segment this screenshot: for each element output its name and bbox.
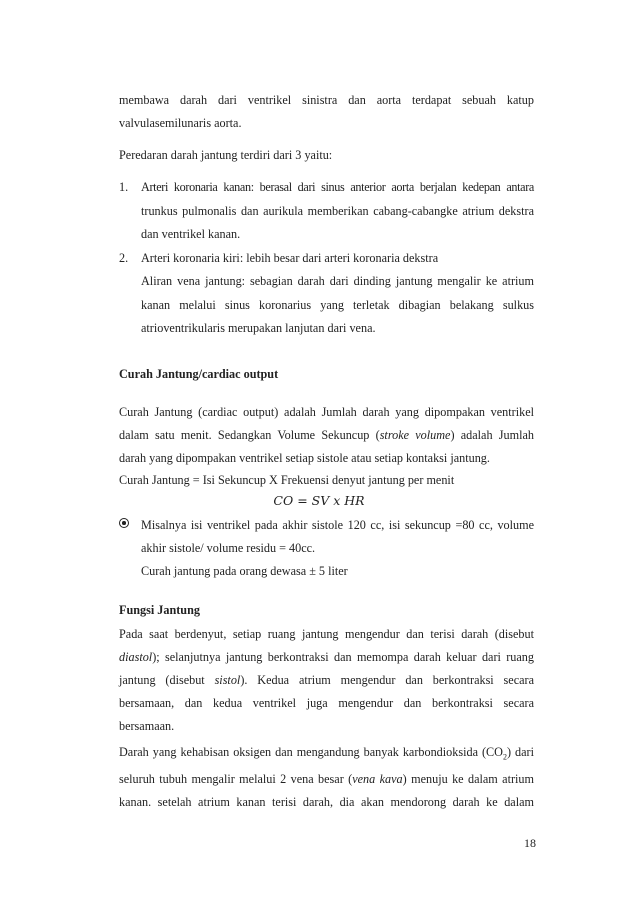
text-line: diastol); selanjutnya jantung berkontraksi dan memompa darah keluar dari ruang [119, 650, 534, 664]
text-line: Curah Jantung (cardiac output) adalah Jumlah darah yang dipompakan ventrikel [119, 405, 534, 419]
text-line: darah yang dipompakan ventrikel setiap sistole atau setiap kontaksi jantung. [119, 451, 490, 465]
text-line: Misalnya isi ventrikel pada akhir sistole 120 cc, isi sekuncup =80 cc, volume [141, 518, 534, 532]
list-number: 2. [119, 250, 129, 265]
paragraph-fungsi-jantung [119, 623, 534, 738]
text-line: Peredaran darah jantung terdiri dari 3 yaitu: [119, 148, 333, 162]
formula: CO = SV x HR [273, 493, 365, 508]
text-line: seluruh tubuh mengalir melalui 2 vena besar (vena kava) menuju ke dalam atrium [119, 772, 534, 787]
list-number: 1. [119, 180, 129, 194]
text-line: valvulasemilunaris aorta. [119, 116, 242, 130]
numbered-list [119, 176, 534, 341]
bullet-item [119, 514, 534, 583]
text-line: Arteri koronaria kiri: lebih besar dari arteri koronaria dekstra [141, 250, 439, 265]
text-line: kanan melalui sinus koronarius yang terletak dibagian belakang sulkus [141, 297, 534, 312]
text-line: Aliran vena jantung: sebagian darah dari dinding jantung mengalir ke atrium [141, 274, 534, 288]
section-heading: Fungsi Jantung [119, 603, 200, 617]
text-line: Darah yang kehabisan oksigen dan mengandung banyak karbondioksida $(CO_2)$ dari [119, 745, 534, 762]
text-line: bersamaan. [119, 719, 175, 733]
list-item [119, 247, 534, 341]
text-line: akhir sistole/ volume residu = 40cc. [141, 541, 316, 555]
list-item [119, 176, 534, 247]
paragraph-curah-jantung [119, 401, 534, 491]
text-line: dalam satu menit. Sedangkan Volume Sekuncup (stroke volume) adalah Jumlah [119, 428, 534, 442]
text-line: Arteri koronaria kanan: berasal dari sinus anterior aorta berjalan kedepan antara [141, 180, 534, 194]
text-line: bersamaan, dan kedua ventrikel juga mengendur dan berkontraksi secara [119, 696, 534, 710]
section-heading: Curah Jantung/cardiac output [119, 367, 279, 381]
text-line: trunkus pulmonalis dan aurikula memberikan cabang-cabangke atrium dekstra [141, 203, 534, 218]
text-line: dan ventrikel kanan. [141, 227, 241, 241]
circle-bullet-icon [119, 518, 129, 528]
page-number: 18 [524, 836, 536, 850]
text-line: atrioventrikularis merupakan lanjutan dari vena. [141, 321, 376, 335]
paragraph-darah [119, 741, 534, 814]
text-line: kanan. setelah atrium kanan terisi darah, dia akan mendorong darah ke dalam [119, 795, 534, 810]
text-line: membawa darah dari ventrikel sinistra dan aorta terdapat sebuah katup [119, 93, 534, 107]
bullet-block [119, 514, 534, 583]
text-line: jantung (disebut sistol). Kedua atrium mengendur dan berkontraksi secara [119, 673, 535, 687]
text-line: Pada saat berdenyut, setiap ruang jantung mengendur dan terisi darah (disebut [119, 627, 534, 641]
text-line: Curah Jantung = Isi Sekuncup X Frekuensi denyut jantung per menit [119, 473, 455, 487]
paragraph-peredaran [119, 148, 534, 163]
paragraph-katup [119, 89, 534, 135]
text-line: Curah jantung pada orang dewasa ± 5 liter [141, 564, 348, 578]
